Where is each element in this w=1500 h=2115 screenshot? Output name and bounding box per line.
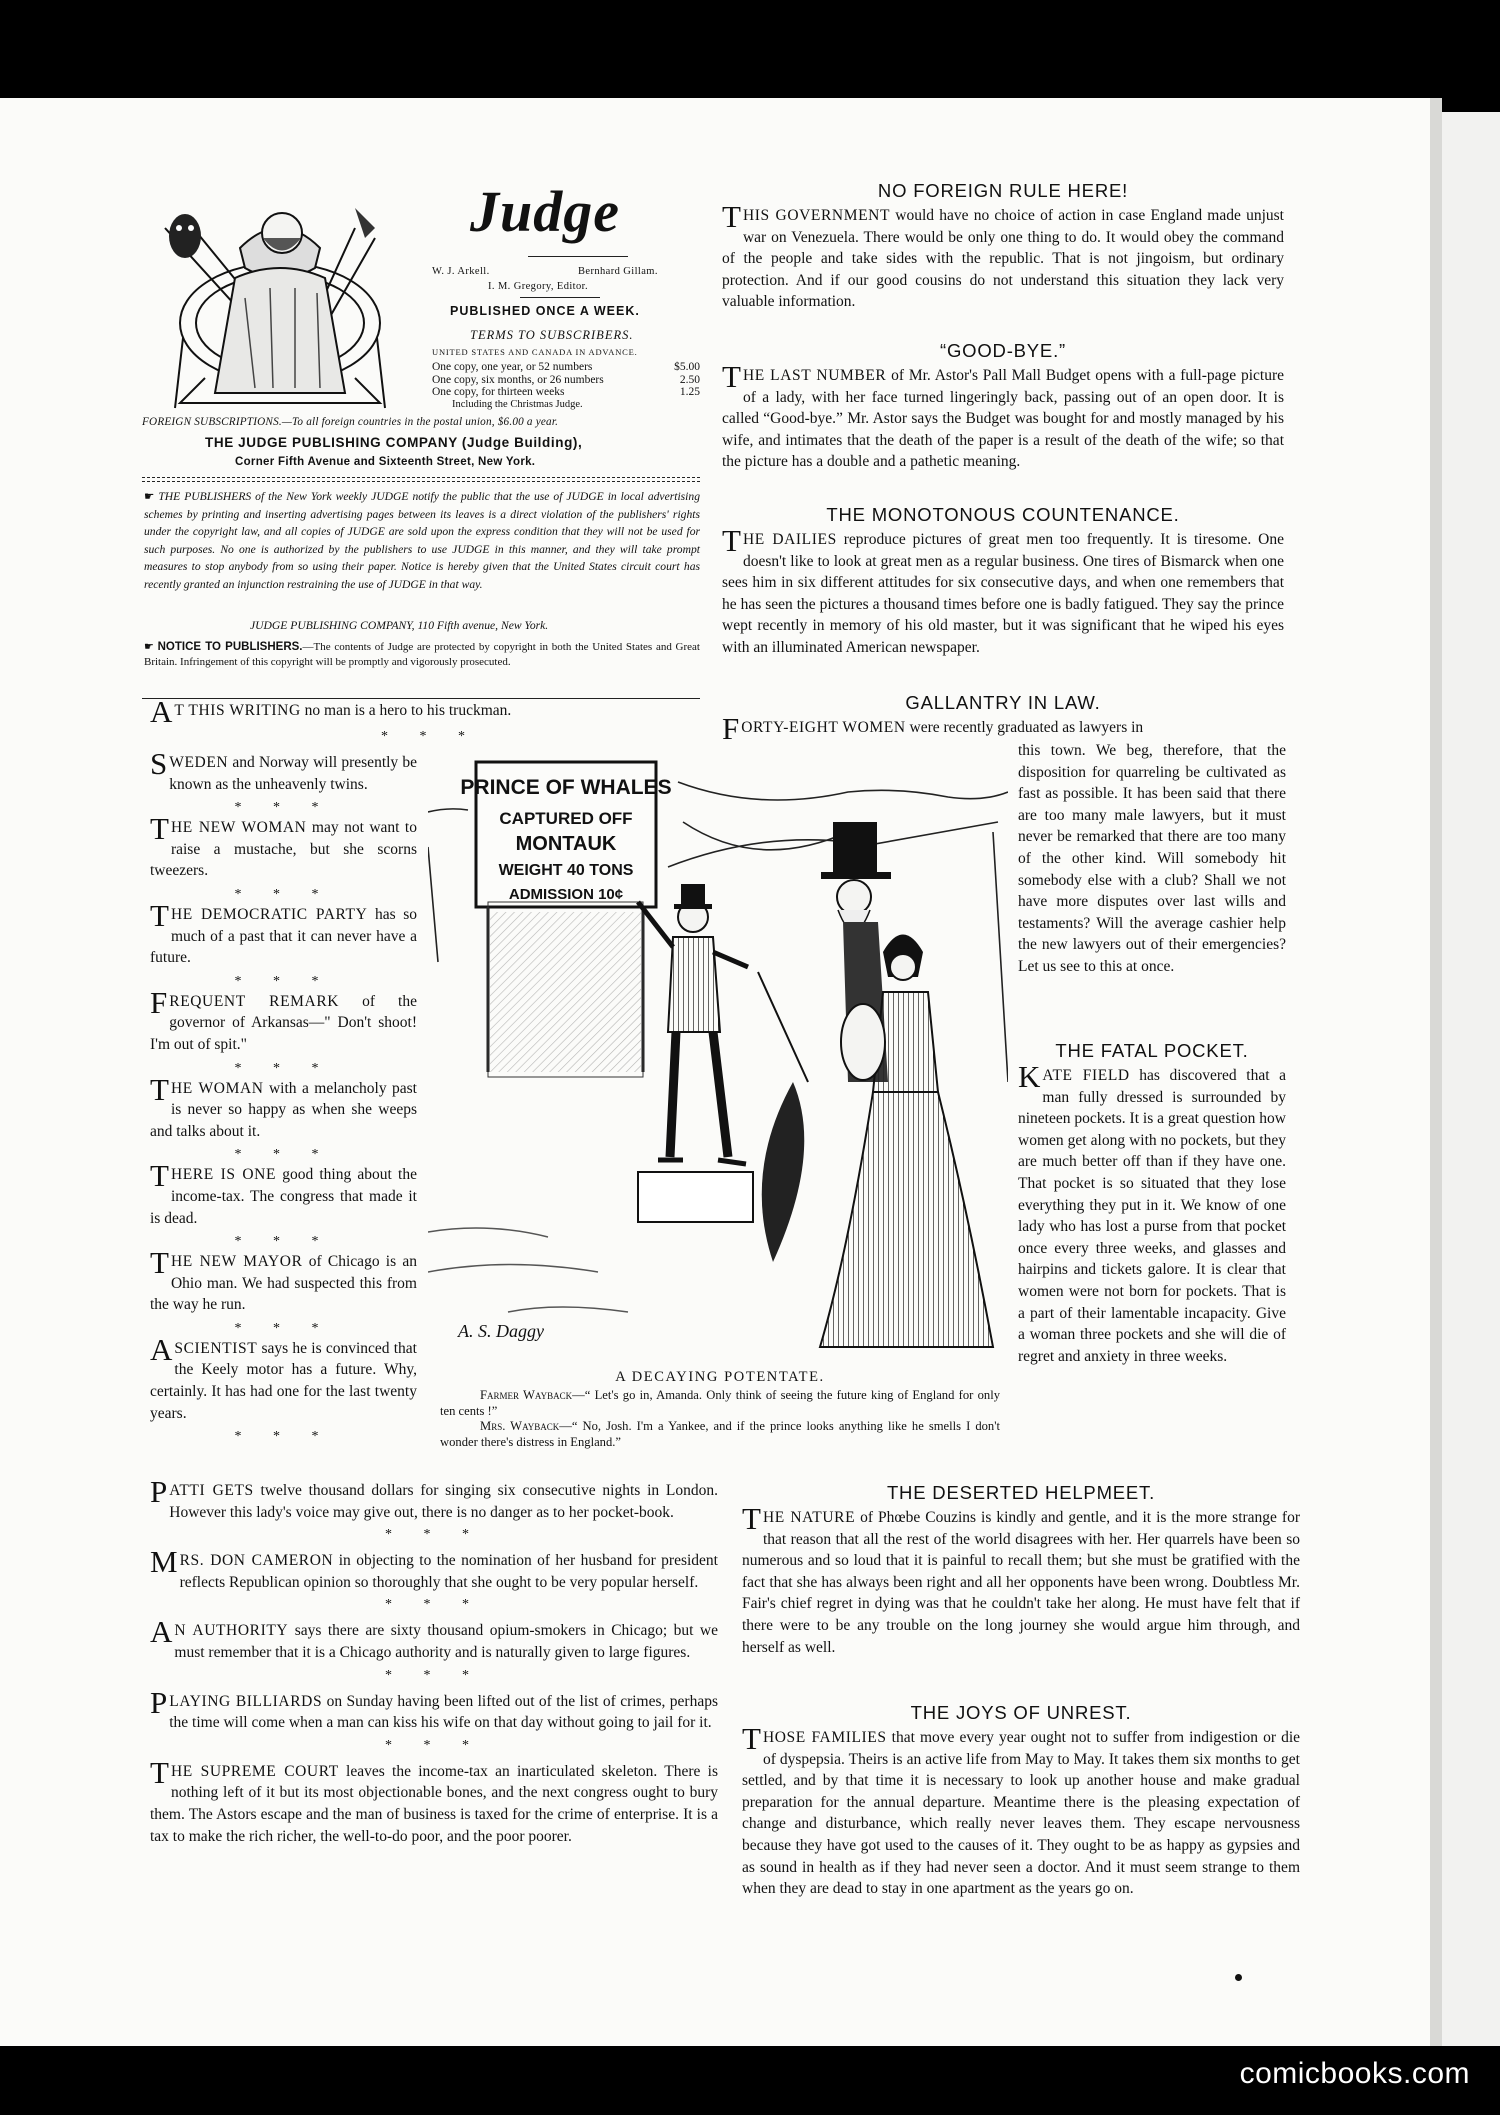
paragraph-text: of Chicago is an Ohio man. We had suspected this from the way he run. [150, 1253, 417, 1314]
paragraph-text: says there are sixty thousand opium-smokers in Chicago; but we must remember that it is a Chicago authority and is naturally given to large figures. [174, 1622, 719, 1661]
paragraph [150, 1158, 417, 1229]
paragraph-text: has so much of a past that it can never have a future. [150, 905, 417, 967]
article-gallantry-in-law [722, 692, 1284, 746]
section-separator: * * * [385, 1667, 483, 1683]
paragraph [150, 897, 417, 969]
article-body [722, 199, 1284, 313]
lead-in: HE NATURE [762, 1509, 856, 1526]
article-text: would have no choice of action in case England made unjust war on Venezuela. There would be only one thing to do. It would obey the command of the people and take sides with the republic. That is not jingoism, but ordinary protection. And if our good cousins do not understand this situation they lack very valuable information. [722, 207, 1284, 311]
paragraph-text: leaves the income-tax an inarticulated skeleton. There is nothing left of it but its most objectionable bones, and the next congress ought to bury them. The Astors escape and the man of business is taxed for the crime of enterprise. It is a tax to make the rich richer, the well-to-do poor, and the poor poorer. [150, 1762, 718, 1845]
article-fatal-pocket [1018, 1040, 1286, 1367]
drop-cap: T [742, 1721, 761, 1756]
drop-cap: T [150, 811, 169, 847]
lead-in: SCIENTIST [174, 1339, 258, 1357]
publishers-notice [144, 488, 700, 593]
article-text: has discovered that a man fully dressed is surrounded by nineteen pockets. It is a great question how women get along with no pockets, but they are much better off than if they have one. That pocket is so situated that they lose everything they put in it. We know of one lady who has lost a purse from that pocket once every three weeks, and glasses and hairpins and tickets galore. It is clear that women were not born for pockets. That is a part of their lamentable incapacity. Give a woman three pockets and she will die of regret and anxiety in three weeks. [1018, 1067, 1286, 1365]
sign-line-1: PRINCE OF WHALES [460, 776, 672, 799]
drop-cap: K [1018, 1059, 1041, 1094]
pointing-hand-icon: ☛ [144, 641, 158, 653]
article-heading: THE MONOTONOUS COUNTENANCE. [826, 504, 1180, 525]
sign-line-3: MONTAUK [515, 833, 617, 855]
lead-in: REQUENT REMARK [169, 992, 340, 1010]
paragraph [150, 1245, 417, 1316]
drop-cap: F [150, 984, 168, 1020]
caption-text: —“ Let's go in, Amanda. Only think of seeing the future king of England for only ten cents !” [440, 1388, 1001, 1418]
lead-in: WEDEN [169, 754, 229, 771]
drop-cap: P [150, 1684, 168, 1720]
drop-cap: S [150, 746, 168, 781]
section-separator: * * * [234, 800, 333, 816]
paragraph [150, 746, 417, 795]
caption-speaker: Farmer Wayback [480, 1388, 573, 1402]
lead-in: RS. DON CAMERON [179, 1552, 334, 1570]
paragraph [150, 1071, 417, 1143]
masthead-rule [520, 297, 600, 298]
section-separator: * * * [234, 886, 333, 902]
paragraph [150, 1544, 718, 1593]
paragraph-text: and Norway will presently be known as the unheavenly twins. [169, 754, 417, 793]
notice-to-publishers [144, 640, 700, 670]
article-body [722, 359, 1284, 473]
paragraph-text: good thing about the income-tax. The congress that made it is dead. [150, 1166, 417, 1227]
cartoon-title: A DECAYING POTENTATE. [615, 1369, 825, 1385]
judge-mascot-illustration [145, 188, 415, 413]
paragraph-text: of the governor of Arkansas—" Don't shoot! I'm out of spit." [150, 992, 417, 1053]
section-separator: * * * [385, 1597, 483, 1613]
paragraph [150, 984, 417, 1056]
paragraph [150, 1331, 417, 1424]
article-lead-line [722, 711, 1284, 746]
article-body [742, 1721, 1301, 1900]
article-text: were recently graduated as lawyers in [905, 719, 1144, 736]
lead-in: HE NEW WOMAN [170, 819, 307, 837]
drop-cap: T [150, 1754, 169, 1790]
masthead-publisher-right: Bernhard Gillam. [578, 266, 658, 277]
terms-label: One copy, one year, or 52 numbers [432, 361, 593, 373]
drop-cap: T [150, 1071, 169, 1107]
terms-title: TERMS TO SUBSCRIBERS. [470, 328, 634, 342]
drop-cap: T [742, 1501, 761, 1536]
article-body [742, 1501, 1301, 1658]
masthead-published-once: PUBLISHED ONCE A WEEK. [450, 304, 640, 318]
paragraph-text: says he is convinced that the Keely motor has a future. Why, certainly. It has had one for the last twenty years. [150, 1339, 417, 1422]
sign-line-4: WEIGHT 40 TONS [498, 862, 634, 879]
masthead-bottom-rule [142, 698, 700, 699]
caption-line [440, 1388, 1000, 1419]
article-text: reproduce pictures of great men too frequently. It is tiresome. One doesn't like to look at great men as a regular business. One tires of Bismarck when one sees him in six different attitudes for six consecutive days, and when one remembers that he has seen the pictures a thousand times before one is badly fatigued. They say the prince wept recently in memory of his old master, but it was significant that he wiped his eyes with an illuminated American newspaper. [722, 531, 1284, 656]
gallantry-continued [1018, 740, 1286, 978]
article-heading: “GOOD-BYE.” [940, 340, 1066, 361]
short-column [150, 746, 417, 1446]
drop-cap: A [150, 694, 173, 729]
drop-cap: T [150, 1245, 169, 1281]
publishing-company: THE JUDGE PUBLISHING COMPANY (Judge Building), [205, 435, 583, 450]
section-separator: * * * [381, 729, 479, 744]
article-text: that move every year ought not to suffer from indigestion or die of dyspepsia. Theirs is an active life from May to May. It takes them six months to get settled, and by that time it is necessary to look up another house and make gradual preparation for the annual departure. Meantime there is the pleasing expectation of change and disturbance, which really never leaves them. They escape nervousness because they have got used to the causes of it. They ought to be as happy as gypsies and as sound in health as if they had never seen a doctor. And it must seem strange to them when they are dead to stay in one apartment as the years go on. [742, 1729, 1301, 1898]
section-separator: * * * [234, 1429, 333, 1445]
drop-cap: F [722, 711, 740, 746]
publishers-signature: JUDGE PUBLISHING COMPANY, 110 Fifth avenue, New York. [250, 619, 549, 632]
paragraph-text: on Sunday having been lifted out of the list of crimes, perhaps the time will come when a man can kiss his wife on that day without going to jail for it. [169, 1692, 718, 1732]
paragraph [150, 1614, 719, 1663]
lead-in: HE SUPREME COURT [170, 1762, 339, 1780]
section-separator: * * * [234, 1147, 333, 1163]
pointing-hand-icon: ☛ [144, 490, 159, 503]
lead-in: T THIS WRITING [174, 702, 301, 719]
drop-cap: T [722, 523, 741, 558]
masthead-title: Judge [470, 179, 620, 244]
foreign-subscriptions: FOREIGN SUBSCRIPTIONS.—To all foreign countries in the postal union, $6.00 a year. [142, 416, 559, 428]
article-heading: NO FOREIGN RULE HERE! [877, 180, 1129, 201]
bottom-left-column [150, 1474, 719, 1847]
article-body [722, 523, 1284, 659]
lead-in: HIS GOVERNMENT [742, 207, 891, 224]
terms-row [432, 374, 700, 387]
terms-label: One copy, six months, or 26 numbers [432, 373, 604, 386]
paragraph-text: twelve thousand dollars for singing six consecutive nights in London. However this lady's voice may give out, there is no danger as to her pocket-book. [169, 1482, 718, 1521]
drop-cap: P [150, 1474, 168, 1509]
article-heading: GALLANTRY IN LAW. [905, 692, 1101, 713]
lead-in: HERE IS ONE [170, 1166, 277, 1184]
article-heading: THE DESERTED HELPMEET. [886, 1482, 1156, 1503]
lead-in: HE NEW MAYOR [170, 1253, 303, 1271]
paragraph [150, 811, 417, 882]
drop-cap: A [150, 1331, 173, 1367]
drop-cap: T [722, 199, 741, 234]
section-separator: * * * [385, 1737, 483, 1753]
paragraph-text: no man is a hero to his truckman. [300, 702, 512, 719]
article-heading: THE FATAL POCKET. [1055, 1040, 1249, 1061]
masthead-editor: I. M. Gregory, Editor. [488, 281, 588, 292]
sign-line-2: CAPTURED OFF [499, 809, 633, 828]
paragraph [150, 1474, 718, 1523]
paragraph-text: may not want to raise a mustache, but she scorns tweezers. [150, 819, 417, 880]
lead-in: LAYING BILLIARDS [169, 1692, 323, 1710]
lead-in: N AUTHORITY [174, 1622, 289, 1640]
article-heading: THE JOYS OF UNREST. [910, 1702, 1132, 1723]
article-text: this town. We beg, therefore, that the disposition for quarreling be cultivated as fast as possible. It has been said that there are too many male lawyers, but it must never be remarked that there are too many of the other kind. Will somebody hit somebody else with a club? Shall we not have more disputes over last wills and testaments? Will the average cashier help the new lawyers out of their emergencies? Let us see to this at once. [1018, 742, 1286, 975]
article-text: of Mr. Astor's Pall Mall Budget opens with a full-page picture of a lady, with her face turned lingeringly back, passing out of an open door. It is called “Good-bye.” Mr. Astor says the Budget was bought for and mostly managed by his wife, and intimates that the death of the paper is a result of the death of the wife; so that the picture has a double and a pathetic meaning. [722, 367, 1284, 471]
masthead-title-rule [528, 256, 628, 257]
lead-in: HE DEMOCRATIC PARTY [170, 905, 368, 923]
company-address: Corner Fifth Avenue and Sixteenth Street, New York. [235, 456, 536, 468]
section-separator: * * * [385, 1527, 483, 1543]
terms-row [432, 361, 700, 374]
page-dot [1235, 1974, 1242, 1981]
lead-in: HE WOMAN [170, 1079, 264, 1097]
drop-cap: M [150, 1544, 178, 1580]
terms-label: One copy, for thirteen weeks [432, 386, 565, 398]
lead-in: HE LAST NUMBER [742, 367, 887, 384]
terms-row [432, 386, 700, 399]
cartoon-illustration [428, 752, 1008, 1362]
caption-line [440, 1419, 1000, 1450]
article-goodbye [722, 340, 1284, 473]
cartoon-caption [440, 1388, 1000, 1450]
section-separator: * * * [234, 1060, 333, 1076]
watermark: comicbooks.com [1239, 2057, 1470, 2090]
drop-cap: T [722, 359, 741, 394]
article-body [1018, 1059, 1286, 1367]
adjacent-page-strip [1442, 112, 1500, 2046]
notice-text: —The contents of Judge are protected by copyright in both the United States and Great Britain. Infringement of this copyright will be promptly and vigorously prosecuted. [144, 641, 700, 668]
terms-subtitle: UNITED STATES AND CANADA IN ADVANCE. [432, 347, 638, 357]
artist-signature: A. S. Daggy [458, 1321, 544, 1341]
article-joys-of-unrest [742, 1702, 1300, 1900]
publishers-notice-text: THE PUBLISHERS of the New York weekly JUDGE notify the public that the use of JUDGE in local advertising schemes by printing and inserting advertising pages between its leaves is a direct violation of the publishers' rights under the copyright law, and all copies of JUDGE are sold upon the express condition that they will not be used for such purposes. No one is authorized by the publishers to use JUDGE in this manner, and they will take prompt measures to stop anybody from so using their paper. Notice is hereby given that the United States circuit court has recently granted an injunction restraining the use of JUDGE in that way. [144, 490, 700, 591]
masthead-publisher-left: W. J. Arkell. [432, 266, 490, 277]
first-paragraph [150, 694, 710, 729]
section-separator: * * * [234, 1234, 333, 1250]
terms-table [432, 361, 700, 411]
paragraph-text: with a melancholy past is never so happy as when she weeps and talks about it. [150, 1079, 417, 1140]
article-text: of Phœbe Couzins is kindly and gentle, and it is the more strange for that reason that all the rest of the world disagrees with her. Her quarrels have been so numerous and so loud that it is painful to recall them; but she must be gratified with the fact that she has always been right and all her opponents have been wrong. Doubtless Mr. Fair's chief regret in dying was that he couldn't take her along. He must have felt that if there were to be any trouble on the long journey she would argue him through, and herself as well. [742, 1509, 1301, 1656]
terms-price: $5.00 [674, 361, 700, 373]
terms-note: Including the Christmas Judge. [452, 398, 583, 410]
terms-price: 2.50 [679, 373, 700, 386]
lead-in: HE DAILIES [742, 531, 837, 548]
drop-cap: T [150, 897, 169, 933]
lead-in: ATTI GETS [169, 1482, 254, 1499]
caption-speaker: Mrs. Wayback [480, 1419, 560, 1433]
lead-in: ATE FIELD [1042, 1067, 1130, 1084]
drop-cap: T [150, 1158, 169, 1194]
article-no-foreign-rule [722, 180, 1284, 313]
page-edge [1430, 98, 1442, 2046]
article-deserted-helpmeet [742, 1482, 1300, 1658]
paragraph [150, 694, 710, 729]
sign-line-5: ADMISSION 10¢ [508, 886, 624, 903]
paragraph [150, 1684, 718, 1734]
section-separator: * * * [234, 1320, 333, 1336]
lead-in: HOSE FAMILIES [762, 1729, 887, 1746]
caption-text: —“ No, Josh. I'm a Yankee, and if the prince looks anything like he smells I don't wonder there's distress in England.” [440, 1419, 1000, 1449]
lead-in: ORTY-EIGHT WOMEN [741, 719, 906, 736]
paragraph [150, 1754, 718, 1847]
masthead-divider [142, 477, 700, 482]
terms-price: 1.25 [679, 386, 700, 398]
section-separator: * * * [234, 973, 333, 989]
drop-cap: A [150, 1614, 173, 1650]
notice-lead: NOTICE TO PUBLISHERS. [157, 641, 303, 653]
article-monotonous-countenance [722, 504, 1284, 659]
paragraph-text: in objecting to the nomination of her husband for president reflects Republican opinion so thoroughly that she ought to be very popular herself. [179, 1552, 718, 1591]
